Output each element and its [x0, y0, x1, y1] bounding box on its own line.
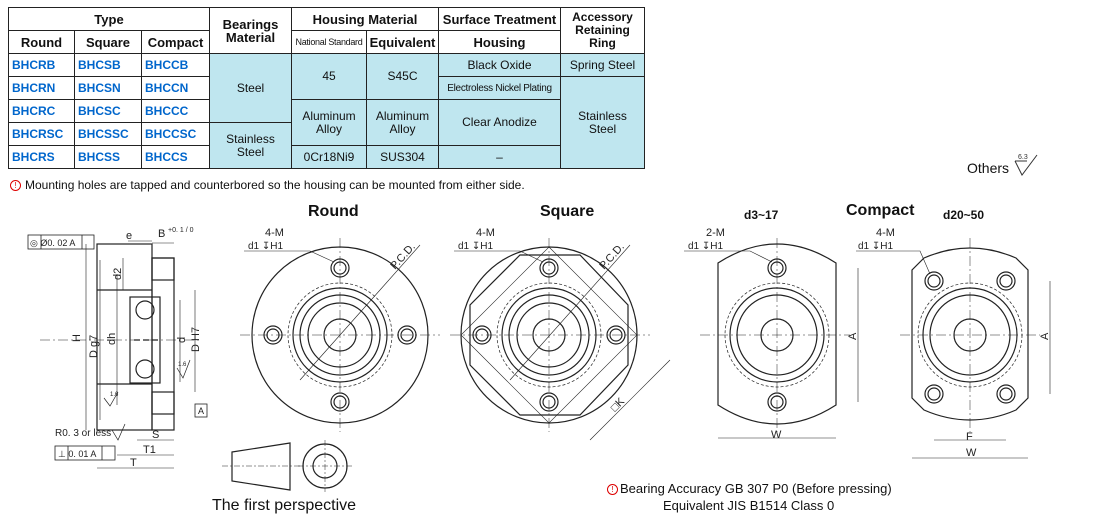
d3-17-label: d3~17: [744, 208, 779, 222]
dim-r03: R0. 3 or less: [55, 428, 112, 439]
round-view: [240, 238, 440, 432]
dim-t1: T1: [143, 444, 156, 456]
round-label: Round: [308, 203, 359, 220]
compact-small-w: W: [771, 429, 782, 441]
first-perspective-label: The first perspective: [212, 497, 357, 514]
aluminum-cell: Aluminum Alloy: [292, 100, 367, 146]
dim-e: e: [126, 230, 133, 242]
compact-small-view: [684, 238, 858, 438]
code-cell: BHCSN: [75, 77, 142, 100]
steel-cell: Steel: [210, 54, 292, 123]
round-col-header: Round: [9, 31, 75, 54]
gdt-concentricity: ◎ Ø0. 02 A: [30, 238, 76, 248]
round-pcd: P.C.D.: [388, 240, 418, 273]
accuracy-line1: Bearing Accuracy GB 307 P0 (Before pressing): [620, 481, 892, 496]
stainless-cell: Stainless Steel: [210, 123, 292, 169]
n45-cell: 45: [292, 54, 367, 100]
dim-dh7: D H7: [190, 326, 202, 352]
square-d1h1: d1 ↧H1: [458, 241, 494, 252]
dim-h: H: [71, 334, 83, 342]
bearings-material-header: Bearings Material: [210, 8, 292, 54]
dim-dh: dh: [106, 332, 118, 345]
ocr18ni9-cell: 0Cr18Ni9: [292, 146, 367, 169]
dim-t: T: [130, 457, 137, 469]
square-col-header: Square: [75, 31, 142, 54]
code-cell: BHCSS: [75, 146, 142, 169]
first-angle-symbol: [222, 440, 352, 492]
electroless-cell: Electroless Nickel Plating: [439, 77, 561, 100]
compact-large-w: W: [966, 447, 977, 459]
roughness-value: 6.3: [1017, 154, 1028, 161]
type-header: Type: [9, 8, 210, 31]
accuracy-line2: Equivalent JIS B1514 Class 0: [663, 498, 835, 513]
s45c-cell: S45C: [367, 54, 439, 100]
code-cell: BHCCS: [142, 146, 210, 169]
gdt-perpendicularity: ⊥ 0. 01 A: [58, 449, 97, 459]
compact-small-2m: 2-M: [706, 227, 725, 239]
compact-large-view: [856, 238, 1050, 458]
sus304-cell: SUS304: [367, 146, 439, 169]
spring-steel-cell: Spring Steel: [561, 54, 645, 77]
compact-label: Compact: [846, 202, 915, 219]
square-view: [450, 238, 670, 440]
surface-treatment-header: Surface Treatment: [439, 8, 561, 31]
clear-anodize-cell: Clear Anodize: [439, 100, 561, 146]
mounting-note-text: Mounting holes are tapped and counterbored so the housing can be mounted from either side.: [25, 178, 525, 192]
square-4m: 4-M: [476, 227, 495, 239]
round-4m: 4-M: [265, 227, 284, 239]
black-oxide-cell: Black Oxide: [439, 54, 561, 77]
caution-icon: !: [10, 180, 21, 191]
bearing-accuracy: [607, 480, 892, 514]
national-standard-header: National Standard: [292, 31, 367, 54]
caution-icon: !: [607, 484, 618, 495]
code-cell: BHCCSC: [142, 123, 210, 146]
compact-large-a: A: [1039, 332, 1051, 340]
code-cell: BHCCN: [142, 77, 210, 100]
code-cell: BHCCB: [142, 54, 210, 77]
code-cell: BHCRB: [9, 54, 75, 77]
d20-50-label: d20~50: [943, 208, 985, 222]
compact-large-f: F: [966, 431, 973, 443]
square-k: □K: [608, 395, 628, 415]
compact-col-header: Compact: [142, 31, 210, 54]
code-cell: BHCSC: [75, 100, 142, 123]
square-pcd: P.C.D.: [597, 240, 627, 273]
compact-small-d1h1: d1 ↧H1: [688, 241, 724, 252]
rough-16-a: 1.6: [178, 362, 187, 368]
square-label: Square: [540, 203, 595, 220]
code-cell: BHCSB: [75, 54, 142, 77]
dim-s: S: [152, 429, 160, 441]
rough-16-b: 1.6: [110, 392, 119, 398]
dim-d2: d2: [112, 267, 124, 280]
code-cell: BHCRN: [9, 77, 75, 100]
compact-large-4m: 4-M: [876, 227, 895, 239]
code-cell: BHCRS: [9, 146, 75, 169]
code-cell: BHCRSC: [9, 123, 75, 146]
compact-small-a: A: [847, 332, 859, 340]
others-label: Others: [967, 160, 1010, 176]
dash-cell: –: [439, 146, 561, 169]
dim-d: d: [176, 336, 188, 343]
code-cell: BHCRC: [9, 100, 75, 123]
dim-b-tol: +0. 1 / 0: [168, 227, 194, 234]
equivalent-header: Equivalent: [367, 31, 439, 54]
dim-dg7: D g7: [88, 334, 100, 358]
accessory-header: Accessory Retaining Ring: [561, 8, 645, 54]
datum-a: A: [198, 406, 205, 416]
compact-large-d1h1: d1 ↧H1: [858, 241, 894, 252]
aluminum-equiv-cell: Aluminum Alloy: [367, 100, 439, 146]
dim-b: B: [158, 228, 166, 240]
code-cell: BHCCC: [142, 100, 210, 123]
round-d1h1: d1 ↧H1: [248, 241, 284, 252]
stainless-ring-cell: Stainless Steel: [561, 77, 645, 169]
housing-header: Housing: [439, 31, 561, 54]
code-cell: BHCSSC: [75, 123, 142, 146]
housing-material-header: Housing Material: [292, 8, 439, 31]
